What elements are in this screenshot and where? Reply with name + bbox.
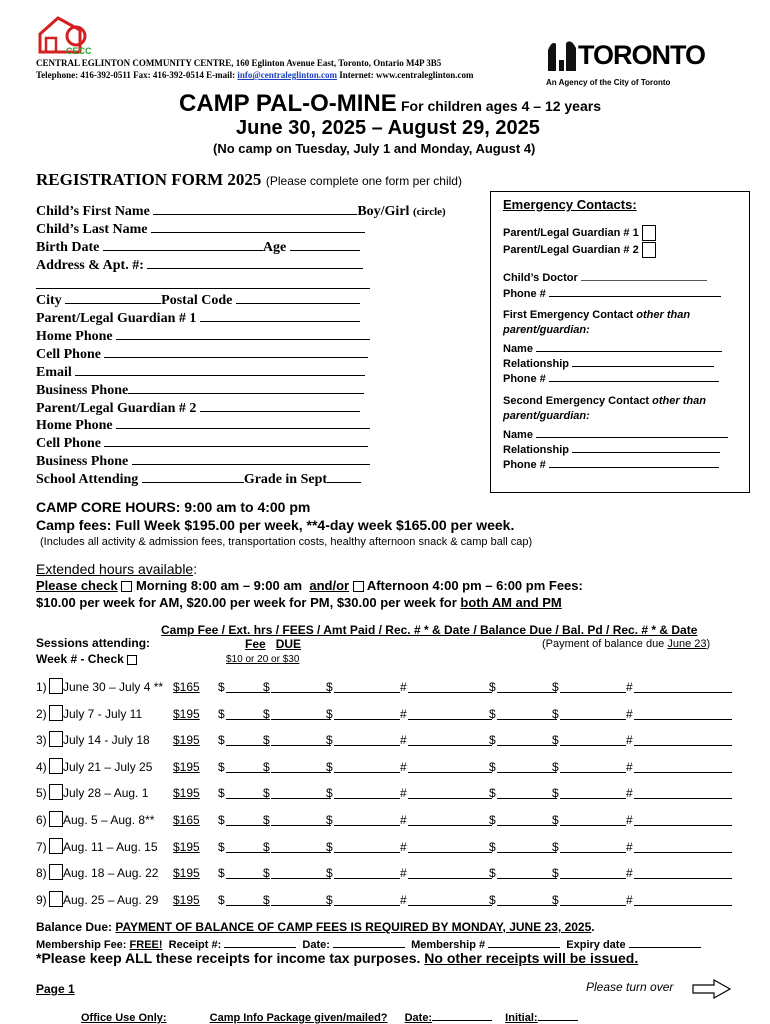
fees-due-field[interactable] — [271, 825, 331, 826]
currency-symbol: # — [626, 893, 633, 907]
camp-dates: June 30, 2025 – August 29, 2025 — [236, 117, 540, 139]
week-dates: July 28 – Aug. 1 — [63, 786, 149, 800]
row-number: 3) — [36, 733, 47, 747]
currency-symbol: $ — [552, 893, 559, 907]
logo-text: CECC — [66, 46, 92, 56]
first-name-field[interactable] — [153, 202, 357, 215]
currency-symbol: # — [400, 733, 407, 747]
week-dates: July 14 - July 18 — [63, 733, 150, 747]
first-name-row: Name — [503, 339, 722, 355]
address-row: Address & Apt. #: — [36, 256, 363, 274]
second-relationship-row: Relationship — [503, 440, 720, 456]
fees-due-field[interactable] — [271, 878, 331, 879]
balance-paid-field[interactable] — [560, 878, 626, 879]
currency-symbol: $ — [263, 707, 270, 721]
amount-paid-field[interactable] — [334, 852, 400, 853]
first-contact-relationship-field[interactable] — [572, 354, 714, 367]
currency-symbol: # — [400, 786, 407, 800]
currency-symbol: $ — [326, 893, 333, 907]
receipt-date-field[interactable] — [408, 852, 492, 853]
afternoon-checkbox[interactable] — [353, 581, 364, 592]
row-number: 8) — [36, 866, 47, 880]
doctor-phone-row: Phone # — [503, 284, 721, 300]
home-phone1-field[interactable] — [116, 327, 370, 340]
currency-symbol: $ — [552, 707, 559, 721]
last-name-row: Child’s Last Name — [36, 220, 365, 238]
week-checkbox[interactable] — [49, 758, 63, 774]
receipt-date-field[interactable] — [408, 825, 492, 826]
currency-symbol: # — [400, 760, 407, 774]
business-phone2-row: Business Phone — [36, 452, 370, 470]
first-phone-row: Phone # — [503, 369, 719, 385]
currency-symbol: $ — [326, 813, 333, 827]
balance-due-field[interactable] — [497, 825, 557, 826]
balance-paid-field[interactable] — [560, 772, 626, 773]
office-date-field[interactable] — [432, 1008, 492, 1021]
second-phone-row: Phone # — [503, 455, 719, 471]
cell-phone1-row: Cell Phone — [36, 345, 368, 363]
table-header: Camp Fee / Ext. hrs / FEES / Amt Paid / Rec. # * & Date / Balance Due / Bal. Pd / Rec. # * & Date — [161, 623, 698, 637]
payment-note: (Payment of balance due June 23) — [542, 638, 711, 650]
balance-paid-field[interactable] — [560, 719, 626, 720]
guardian1-field[interactable] — [200, 309, 360, 322]
week-dates: July 21 – July 25 — [63, 760, 153, 774]
camp-fee: $195 — [173, 786, 200, 800]
amount-paid-field[interactable] — [334, 878, 400, 879]
business-phone1-row: Business Phone — [36, 381, 364, 399]
balance-due-field[interactable] — [497, 745, 557, 746]
currency-symbol: $ — [552, 680, 559, 694]
camp-fee: $195 — [173, 707, 200, 721]
currency-symbol: $ — [552, 840, 559, 854]
amount-paid-field[interactable] — [334, 719, 400, 720]
camp-fee: $195 — [173, 866, 200, 880]
table-row — [36, 705, 736, 723]
receipt-date-field[interactable] — [408, 878, 492, 879]
week-checkbox[interactable] — [49, 705, 63, 721]
second-contact-relationship-field[interactable] — [572, 440, 720, 453]
balance-due-field[interactable] — [497, 798, 557, 799]
receipt-field[interactable] — [224, 935, 296, 948]
receipt-date-field[interactable] — [408, 798, 492, 799]
currency-symbol: $ — [489, 786, 496, 800]
balance-paid-field[interactable] — [560, 905, 626, 906]
email-field[interactable] — [75, 363, 365, 376]
currency-symbol: # — [400, 813, 407, 827]
toronto-wordmark: TORONTO — [578, 40, 706, 70]
emergency-title: Emergency Contacts: — [503, 197, 637, 212]
balance-receipt-field[interactable] — [634, 798, 732, 799]
fees-includes: (Includes all activity & admission fees, transportation costs, healthy afternoon snack & camp ball cap) — [40, 536, 533, 548]
currency-symbol: $ — [489, 813, 496, 827]
week-dates: Aug. 25 – Aug. 29 — [63, 893, 159, 907]
table-row — [36, 758, 736, 776]
currency-symbol: $ — [326, 840, 333, 854]
arrow-right-icon — [692, 978, 732, 1000]
balance-due-field[interactable] — [497, 719, 557, 720]
membership-number-field[interactable] — [488, 935, 560, 948]
currency-symbol: # — [626, 680, 633, 694]
home-phone1-row: Home Phone — [36, 327, 370, 345]
fees-due-field[interactable] — [271, 905, 331, 906]
currency-symbol: $ — [218, 760, 225, 774]
pg2-checkbox[interactable] — [642, 242, 656, 258]
fees-due-field[interactable] — [271, 745, 331, 746]
balance-paid-field[interactable] — [560, 692, 626, 693]
currency-symbol: $ — [552, 813, 559, 827]
center-address: CENTRAL EGLINTON COMMUNITY CENTRE, 160 Eglinton Avenue East, Toronto, Ontario M4P 3B5 — [36, 58, 442, 68]
currency-symbol: $ — [218, 733, 225, 747]
extended-options-row: Please check Morning 8:00 am – 9:00 am and/or Afternoon 4:00 pm – 6:00 pm Fees: — [36, 578, 583, 593]
email-row: Email — [36, 363, 365, 381]
balance-receipt-field[interactable] — [634, 905, 732, 906]
week-checkbox[interactable] — [49, 784, 63, 800]
balance-receipt-field[interactable] — [634, 772, 732, 773]
week-dates: July 7 - July 11 — [63, 707, 143, 721]
currency-symbol: # — [626, 786, 633, 800]
first-relationship-row: Relationship — [503, 354, 714, 370]
row-number: 1) — [36, 680, 47, 694]
currency-symbol: $ — [218, 840, 225, 854]
amount-paid-field[interactable] — [334, 825, 400, 826]
currency-symbol: $ — [218, 813, 225, 827]
balance-receipt-field[interactable] — [634, 692, 732, 693]
balance-due-field[interactable] — [497, 772, 557, 773]
page-number: Page 1 — [36, 982, 75, 996]
address-field[interactable] — [147, 256, 363, 269]
currency-symbol: $ — [489, 893, 496, 907]
table-row — [36, 811, 736, 829]
second-contact-phone-field[interactable] — [549, 455, 719, 468]
currency-symbol: $ — [263, 893, 270, 907]
currency-symbol: # — [400, 866, 407, 880]
last-name-field[interactable] — [151, 220, 365, 233]
fees-due-field[interactable] — [271, 719, 331, 720]
week-check-label: Week # - Check — [36, 652, 137, 666]
balance-due-field[interactable] — [497, 905, 557, 906]
fees-due-field[interactable] — [271, 692, 331, 693]
balance-receipt-field[interactable] — [634, 878, 732, 879]
camp-fee: $195 — [173, 760, 200, 774]
amount-paid-field[interactable] — [334, 798, 400, 799]
balance-receipt-field[interactable] — [634, 719, 732, 720]
receipt-date-field[interactable] — [408, 905, 492, 906]
currency-symbol: $ — [263, 733, 270, 747]
birth-age-row: Birth Date Age — [36, 238, 360, 256]
table-row — [36, 838, 736, 856]
postal-code-field[interactable] — [236, 291, 360, 304]
fee-due-label: Fee DUE — [245, 637, 302, 651]
extended-hours: Extended hours available: — [36, 561, 198, 577]
currency-symbol: $ — [489, 866, 496, 880]
row-number: 2) — [36, 707, 47, 721]
week-checkbox[interactable] — [49, 891, 63, 907]
balance-paid-field[interactable] — [560, 745, 626, 746]
office-use-row: Office Use Only: Camp Info Package given/mailed? Date: Initial: — [81, 1008, 578, 1024]
keep-receipts: *Please keep ALL these receipts for income tax purposes. No other receipts will be issued. — [36, 950, 639, 966]
table-row — [36, 731, 736, 749]
currency-symbol: # — [400, 893, 407, 907]
home-phone2-row: Home Phone — [36, 416, 370, 434]
week-dates: Aug. 5 – Aug. 8** — [63, 813, 155, 827]
ext-options: $10 or 20 or $30 — [226, 654, 300, 665]
city-postal-row: City Postal Code — [36, 291, 360, 309]
cell-phone2-field[interactable] — [104, 434, 368, 447]
doctor-phone-field[interactable] — [549, 284, 721, 297]
currency-symbol: $ — [218, 786, 225, 800]
fees-due-field[interactable] — [271, 798, 331, 799]
first-contact-name-field[interactable] — [536, 339, 722, 352]
currency-symbol: $ — [489, 707, 496, 721]
currency-symbol: $ — [263, 840, 270, 854]
table-row — [36, 864, 736, 882]
currency-symbol: # — [626, 840, 633, 854]
center-contact: Telephone: 416-392-0511 Fax: 416-392-0514 E-mail: info@centraleglinton.com Internet: www.centraleglinton.com — [36, 70, 474, 80]
currency-symbol: $ — [489, 680, 496, 694]
guardian1-row: Parent/Legal Guardian # 1 — [36, 309, 360, 327]
office-initial-field[interactable] — [538, 1008, 578, 1021]
row-number: 6) — [36, 813, 47, 827]
currency-symbol: # — [400, 680, 407, 694]
currency-symbol: $ — [326, 707, 333, 721]
week-checkbox[interactable] — [49, 864, 63, 880]
currency-symbol: $ — [552, 786, 559, 800]
currency-symbol: $ — [326, 733, 333, 747]
home-phone2-field[interactable] — [116, 416, 370, 429]
morning-checkbox[interactable] — [121, 581, 132, 592]
currency-symbol: $ — [552, 733, 559, 747]
week-check-icon — [127, 655, 137, 665]
balance-receipt-field[interactable] — [634, 825, 732, 826]
amount-paid-field[interactable] — [334, 772, 400, 773]
currency-symbol: # — [400, 707, 407, 721]
cell-phone1-field[interactable] — [104, 345, 368, 358]
currency-symbol: $ — [489, 733, 496, 747]
week-dates: Aug. 11 – Aug. 15 — [63, 840, 158, 854]
second-name-row: Name — [503, 425, 728, 441]
school-field[interactable] — [142, 470, 244, 483]
fees-due-field[interactable] — [271, 772, 331, 773]
balance-due: Balance Due: PAYMENT OF BALANCE OF CAMP FEES IS REQUIRED BY MONDAY, JUNE 23, 2025. — [36, 920, 595, 934]
camp-fee: $195 — [173, 840, 200, 854]
currency-symbol: $ — [552, 760, 559, 774]
week-checkbox[interactable] — [49, 811, 63, 827]
business-phone1-field[interactable] — [128, 381, 364, 394]
em-pg2-row: Parent/Legal Guardian # 2 — [503, 242, 656, 258]
currency-symbol: # — [626, 707, 633, 721]
row-number: 9) — [36, 893, 47, 907]
membership-date-field[interactable] — [333, 935, 405, 948]
currency-symbol: $ — [263, 680, 270, 694]
agency-line: An Agency of the City of Toronto — [546, 78, 671, 87]
grade-field[interactable] — [327, 470, 361, 483]
currency-symbol: $ — [218, 707, 225, 721]
currency-symbol: $ — [263, 760, 270, 774]
form-heading: REGISTRATION FORM 2025 (Please complete one form per child) — [36, 170, 462, 189]
row-number: 5) — [36, 786, 47, 800]
balance-receipt-field[interactable] — [634, 745, 732, 746]
second-contact-label: Second Emergency Contact other than — [503, 395, 706, 407]
first-contact-phone-field[interactable] — [549, 369, 719, 382]
currency-symbol: # — [626, 813, 633, 827]
table-row — [36, 678, 736, 696]
table-row — [36, 891, 736, 909]
doctor-row: Child’s Doctor — [503, 268, 707, 284]
row-number: 7) — [36, 840, 47, 854]
currency-symbol: $ — [552, 866, 559, 880]
row-number: 4) — [36, 760, 47, 774]
currency-symbol: $ — [326, 866, 333, 880]
email-link[interactable]: info@centraleglinton.com — [237, 70, 338, 80]
city-field[interactable] — [65, 291, 161, 304]
currency-symbol: $ — [263, 813, 270, 827]
currency-symbol: $ — [326, 680, 333, 694]
guardian2-field[interactable] — [200, 399, 360, 412]
camp-title: CAMP PAL-O-MINE — [179, 90, 397, 117]
currency-symbol: # — [626, 733, 633, 747]
school-grade-row: School Attending Grade in Sept — [36, 470, 361, 488]
amount-paid-field[interactable] — [334, 745, 400, 746]
camp-fees: Camp fees: Full Week $195.00 per week, **4-day week $165.00 per week. — [36, 517, 515, 533]
table-row — [36, 784, 736, 802]
receipt-date-field[interactable] — [408, 719, 492, 720]
second-contact-pg: parent/guardian: — [503, 410, 590, 422]
balance-due-field[interactable] — [497, 878, 557, 879]
receipt-date-field[interactable] — [408, 745, 492, 746]
expiry-date-field[interactable] — [629, 935, 701, 948]
pg1-checkbox[interactable] — [642, 225, 656, 241]
age-field[interactable] — [290, 238, 360, 251]
currency-symbol: $ — [218, 680, 225, 694]
balance-paid-field[interactable] — [560, 798, 626, 799]
cell-phone2-row: Cell Phone — [36, 434, 368, 452]
camp-fee: $195 — [173, 733, 200, 747]
currency-symbol: # — [626, 760, 633, 774]
balance-receipt-field[interactable] — [634, 852, 732, 853]
amount-paid-field[interactable] — [334, 905, 400, 906]
doctor-field[interactable] — [581, 268, 707, 281]
extended-fees: $10.00 per week for AM, $20.00 per week for PM, $30.00 per week for both AM and PM — [36, 595, 562, 610]
currency-symbol: $ — [326, 760, 333, 774]
first-contact-pg: parent/guardian: — [503, 324, 590, 336]
balance-paid-field[interactable] — [560, 825, 626, 826]
receipt-date-field[interactable] — [408, 772, 492, 773]
week-dates: Aug. 18 – Aug. 22 — [63, 866, 159, 880]
camp-ages: For children ages 4 – 12 years — [401, 98, 601, 114]
receipt-date-field[interactable] — [408, 692, 492, 693]
core-hours: CAMP CORE HOURS: 9:00 am to 4:00 pm — [36, 499, 311, 515]
first-name-row: Child’s First Name Boy/Girl (circle) — [36, 204, 446, 219]
em-pg1-row: Parent/Legal Guardian # 1 — [503, 225, 656, 241]
sessions-attending: Sessions attending: — [36, 636, 151, 650]
fees-due-field[interactable] — [271, 852, 331, 853]
balance-due-field[interactable] — [497, 692, 557, 693]
camp-fee: $165 — [173, 813, 200, 827]
currency-symbol: $ — [489, 760, 496, 774]
currency-symbol: $ — [489, 840, 496, 854]
balance-due-field[interactable] — [497, 852, 557, 853]
currency-symbol: # — [626, 866, 633, 880]
turn-over: Please turn over — [586, 980, 674, 994]
business-phone2-field[interactable] — [132, 452, 370, 465]
birth-date-field[interactable] — [103, 238, 263, 251]
currency-symbol: $ — [263, 786, 270, 800]
membership-row: Membership Fee: FREE! Receipt #: Date: Membership # Expiry date — [36, 935, 701, 951]
camp-fee: $165 — [173, 680, 200, 694]
week-checkbox[interactable] — [49, 731, 63, 747]
week-checkbox[interactable] — [49, 838, 63, 854]
currency-symbol: $ — [326, 786, 333, 800]
guardian2-row: Parent/Legal Guardian # 2 — [36, 399, 360, 417]
balance-paid-field[interactable] — [560, 852, 626, 853]
first-contact-label: First Emergency Contact other than — [503, 309, 691, 321]
no-camp-dates: (No camp on Tuesday, July 1 and Monday, August 4) — [213, 141, 536, 156]
address-line-2[interactable] — [36, 288, 370, 289]
currency-symbol: $ — [218, 893, 225, 907]
currency-symbol: # — [400, 840, 407, 854]
currency-symbol: $ — [218, 866, 225, 880]
amount-paid-field[interactable] — [334, 692, 400, 693]
toronto-city-hall-icon — [546, 38, 578, 72]
second-contact-name-field[interactable] — [536, 425, 728, 438]
currency-symbol: $ — [263, 866, 270, 880]
week-dates: June 30 – July 4 ** — [63, 680, 164, 694]
week-checkbox[interactable] — [49, 678, 63, 694]
camp-fee: $195 — [173, 893, 200, 907]
